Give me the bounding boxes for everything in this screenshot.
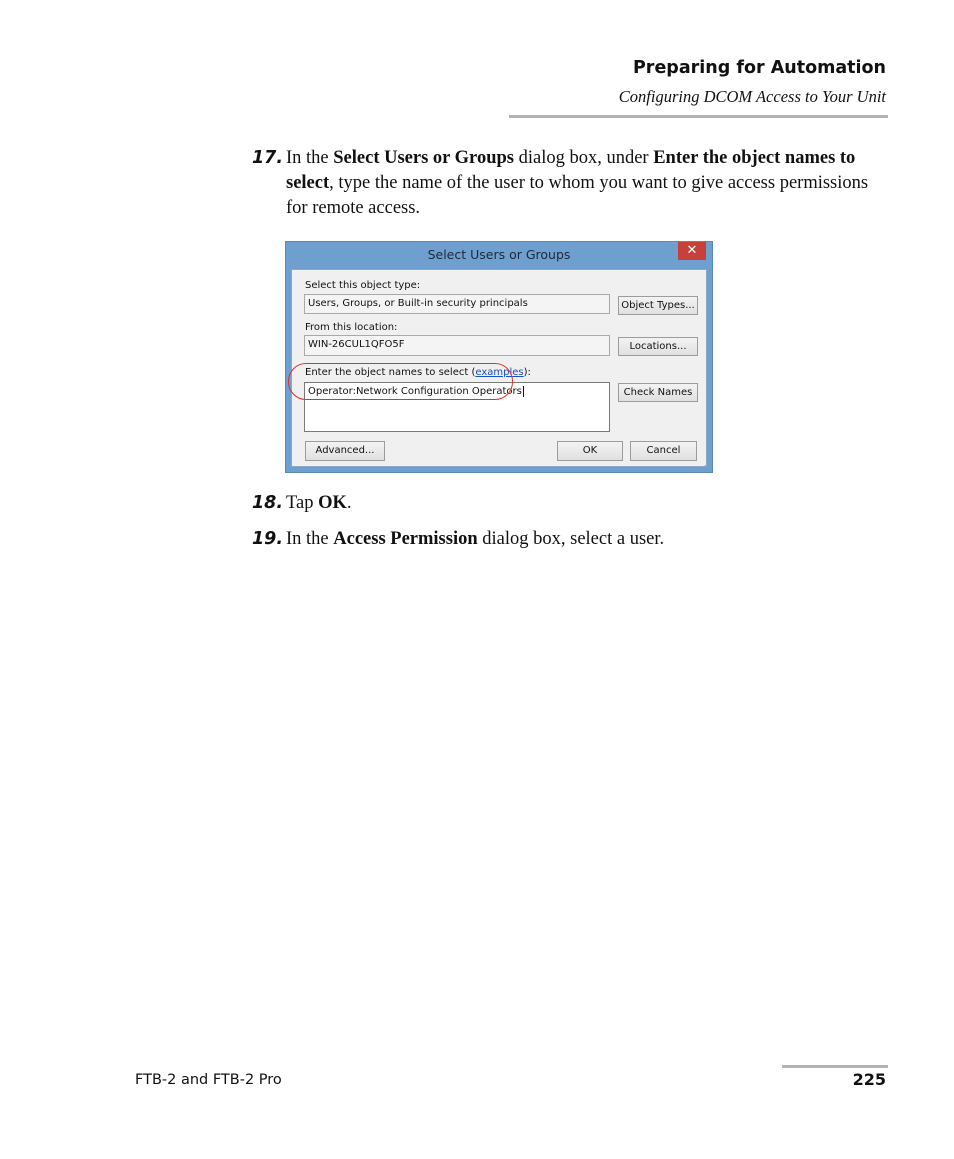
object-types-button[interactable]: Object Types... bbox=[618, 296, 698, 315]
step-text: In the Select Users or Groups dialog box, under Enter the object names to select, type the name of the user to whom you want to give access permissions for remote access. bbox=[286, 148, 869, 218]
location-label: From this location: bbox=[305, 322, 398, 333]
page-number: 225 bbox=[852, 1070, 886, 1089]
text-cursor bbox=[523, 386, 524, 397]
step-18 bbox=[252, 491, 882, 517]
cancel-button[interactable]: Cancel bbox=[630, 441, 697, 461]
select-users-dialog bbox=[285, 241, 713, 473]
step-number: 17. bbox=[252, 148, 284, 168]
footer-divider bbox=[782, 1065, 888, 1068]
step-number: 19. bbox=[252, 529, 284, 549]
location-field: WIN-26CUL1QFO5F bbox=[304, 335, 610, 356]
resize-grip-icon[interactable]: ⋰ bbox=[701, 461, 709, 470]
footer-product: FTB-2 and FTB-2 Pro bbox=[135, 1072, 282, 1088]
ui-term: Select Users or Groups bbox=[333, 148, 514, 168]
object-type-label: Select this object type: bbox=[305, 280, 421, 291]
step-text: In the Access Permission dialog box, select a user. bbox=[286, 529, 665, 549]
examples-link[interactable]: examples bbox=[475, 367, 524, 378]
ui-term: Access Permission bbox=[333, 529, 478, 549]
dialog-title: Select Users or Groups bbox=[427, 247, 571, 262]
highlight-callout bbox=[288, 363, 513, 400]
check-names-button[interactable]: Check Names bbox=[618, 383, 698, 402]
ui-term: Enter the object names to select bbox=[286, 148, 856, 193]
step-19 bbox=[252, 527, 882, 553]
ui-term: OK bbox=[318, 493, 347, 513]
running-header-title: Preparing for Automation bbox=[632, 58, 886, 78]
names-label: Enter the object names to select (examples): bbox=[305, 367, 531, 378]
header-divider bbox=[509, 115, 888, 118]
close-icon[interactable]: ✕ bbox=[678, 242, 706, 260]
object-type-field: Users, Groups, or Built-in security principals bbox=[304, 294, 610, 314]
step-17 bbox=[252, 146, 882, 226]
ok-button[interactable]: OK bbox=[557, 441, 623, 461]
step-text: Tap OK. bbox=[286, 493, 352, 513]
object-names-input[interactable]: Operator:Network Configuration Operators bbox=[304, 382, 610, 432]
running-header-subtitle: Configuring DCOM Access to Your Unit bbox=[618, 87, 886, 106]
locations-button[interactable]: Locations... bbox=[618, 337, 698, 356]
step-number: 18. bbox=[252, 493, 284, 513]
advanced-button[interactable]: Advanced... bbox=[305, 441, 385, 461]
